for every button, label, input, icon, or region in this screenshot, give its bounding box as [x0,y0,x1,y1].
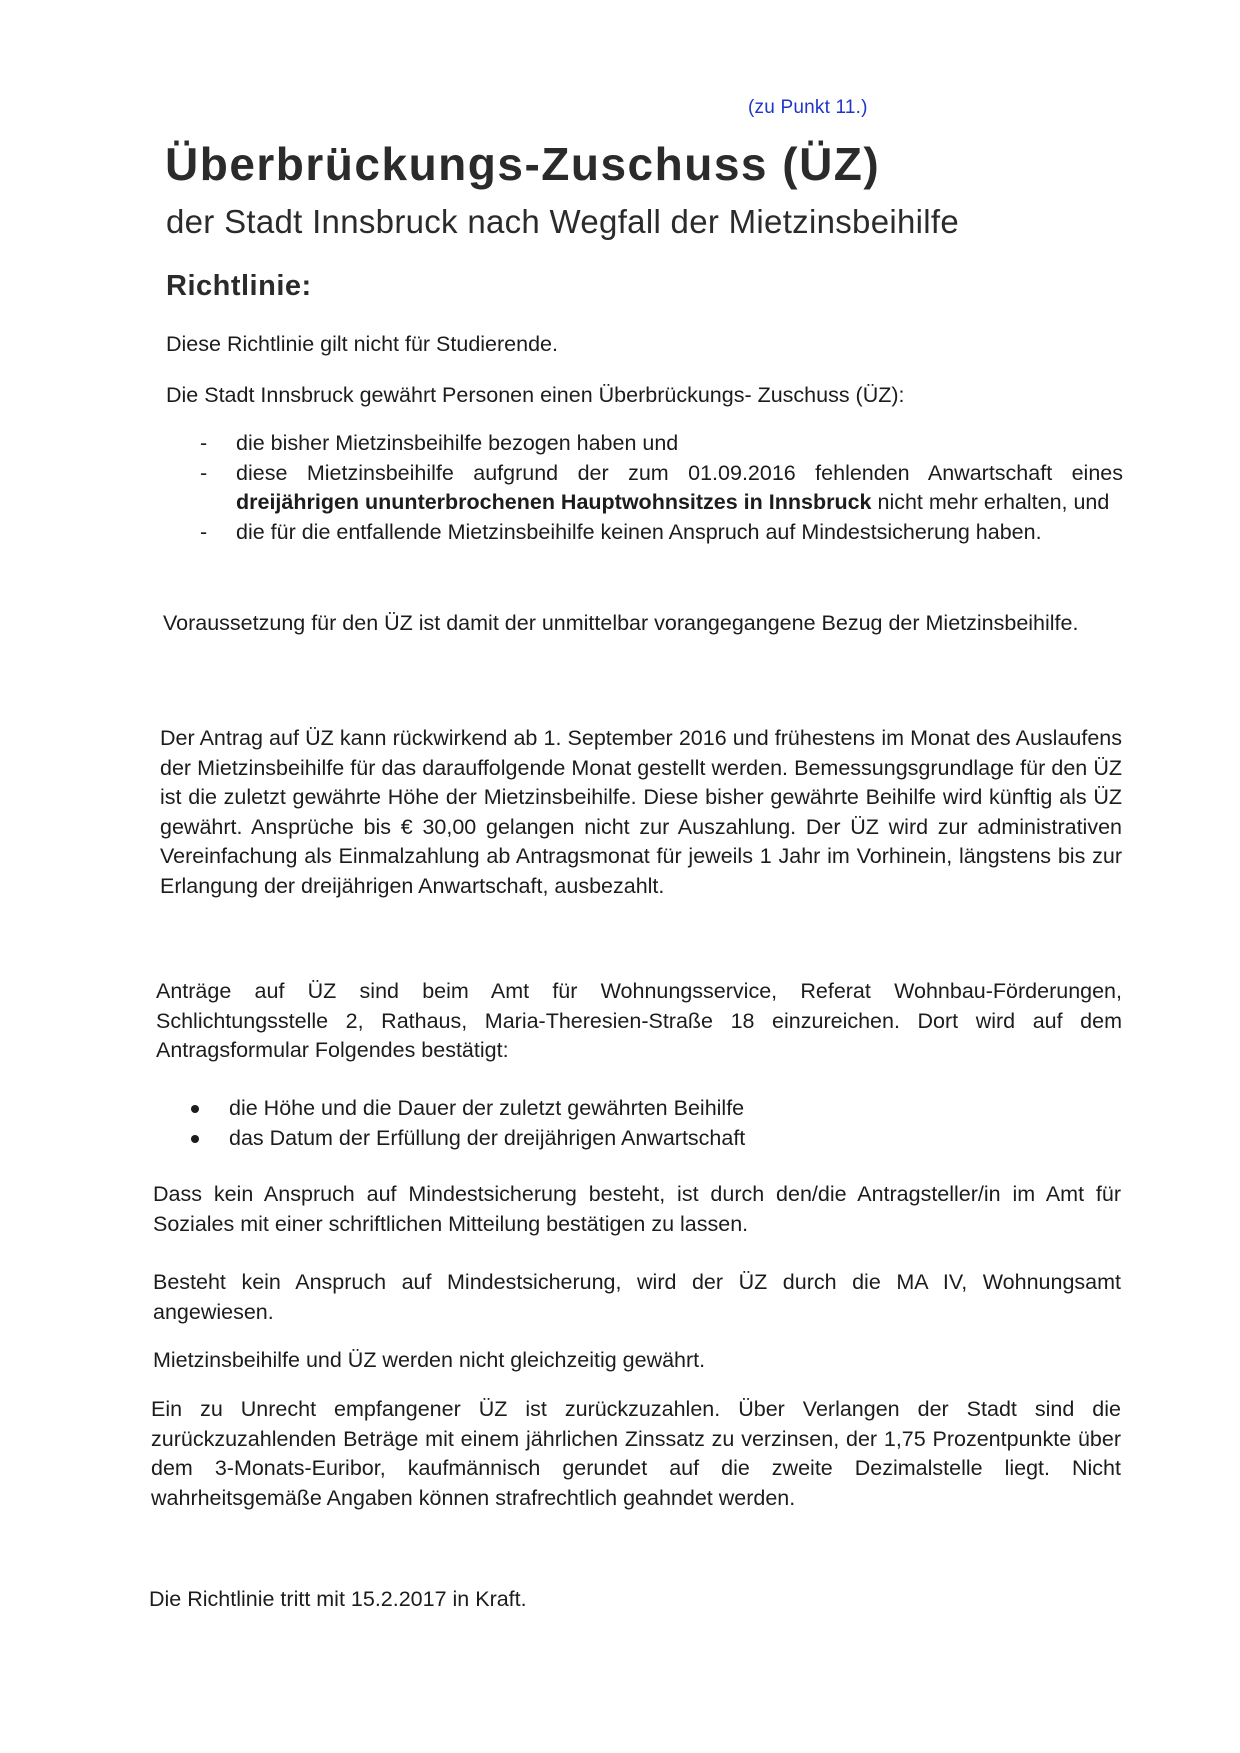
submission-text: Anträge auf ÜZ sind beim Amt für Wohnungsservice, Referat Wohnbau-Förderungen, Schlichtungsstelle 2, Rathaus, Maria-Theresien-Straße 18 einzureichen. Dort wird auf dem Antragsformular Folgendes bestätigt: [156,979,1122,1062]
prerequisite-paragraph [163,609,1124,639]
effective-date-paragraph [149,1585,1121,1615]
prerequisite-text: Voraussetzung für den ÜZ ist damit der unmittelbar vorangegangene Bezug der Mietzinsbeihilfe. [163,611,1079,635]
confirmation-text: die Höhe und die Dauer der zuletzt gewährten Beihilfe [229,1096,745,1120]
not-simultaneous-text: Mietzinsbeihilfe und ÜZ werden nicht gleichzeitig gewährt. [153,1348,706,1372]
not-simultaneous-paragraph [153,1346,1121,1376]
grant-paragraph [166,381,1126,411]
dash-marker: - [200,519,208,544]
bullet-icon [191,1135,199,1143]
condition-text: nicht mehr erhalten, und [871,490,1110,514]
grant-text: Die Stadt Innsbruck gewährt Personen einen Überbrückungs- Zuschuss (ÜZ): [166,383,905,407]
condition-text: die für die entfallende Mietzinsbeihilfe keinen Anspruch auf Mindestsicherung haben. [236,519,1042,544]
list-item [200,518,1123,548]
repayment-paragraph [151,1395,1121,1513]
dash-marker: - [200,431,208,455]
payment-paragraph [153,1268,1121,1327]
application-paragraph [160,724,1122,901]
condition-text: diese Mietzinsbeihilfe aufgrund der zum 01.09.2016 fehlenden Anwartschaft eines [236,460,1123,485]
social-office-text: Dass kein Anspruch auf Mindestsicherung besteht, ist durch den/die Antragsteller/in im Amt für Soziales mit einer schriftlichen Mitteilung bestätigen zu lassen. [153,1182,1121,1236]
list-item [191,1094,1091,1124]
section-heading: Richtlinie: [166,270,312,302]
list-item [191,1124,1091,1154]
confirmation-list [191,1094,1091,1153]
reference-note: (zu Punkt 11.) [748,97,868,118]
intro-text: Diese Richtlinie gilt nicht für Studierende. [166,332,558,356]
social-office-paragraph [153,1180,1121,1239]
submission-paragraph [156,977,1122,1066]
bullet-icon [191,1105,199,1113]
repayment-text: Ein zu Unrecht empfangener ÜZ ist zurückzuzahlen. Über Verlangen der Stadt sind die zurückzuzahlenden Beträge mit einem jährlichen Zinssatz zu verzinsen, der 1,75 Prozentpunkte über dem 3-Monats-Euribor, kaufmännisch gerundet auf die zweite Dezimalstelle liegt. Nicht wahrheitsgemäße Angaben können strafrechtlich geahndet werden. [151,1397,1121,1510]
document-subtitle: der Stadt Innsbruck nach Wegfall der Mietzinsbeihilfe [166,203,960,240]
payment-text: Besteht kein Anspruch auf Mindestsicherung, wird der ÜZ durch die MA IV, Wohnungsamt angewiesen. [153,1270,1121,1324]
application-text: Der Antrag auf ÜZ kann rückwirkend ab 1. September 2016 und frühestens im Monat des Auslaufens der Mietzinsbeihilfe für das darauffolgende Monat gestellt werden. Bemessungsgrundlage für den ÜZ ist die zuletzt gewährte Höhe der Mietzinsbeihilfe. Diese bisher gewährte Beihilfe wird künftig als ÜZ gewährt. Ansprüche bis € 30,00 gelangen nicht zur Auszahlung. Der ÜZ wird zur administrativen Vereinfachung als Einmalzahlung ab Antragsmonat für jeweils 1 Jahr im Vorhinein, längstens bis zur Erlangung der dreijährigen Anwartschaft, ausbezahlt. [160,726,1122,898]
list-item [200,459,1123,518]
condition-text: die bisher Mietzinsbeihilfe bezogen haben und [236,431,679,455]
document-title: Überbrückungs-Zuschuss (ÜZ) [165,138,881,190]
dash-marker: - [200,460,208,485]
list-item [200,429,1123,459]
intro-paragraph [166,330,1126,360]
condition-emphasis: dreijährigen ununterbrochenen Hauptwohnsitzes in Innsbruck [236,490,872,514]
conditions-list [200,429,1123,547]
effective-date-text: Die Richtlinie tritt mit 15.2.2017 in Kraft. [149,1587,527,1611]
confirmation-text: das Datum der Erfüllung der dreijährigen Anwartschaft [229,1125,746,1150]
